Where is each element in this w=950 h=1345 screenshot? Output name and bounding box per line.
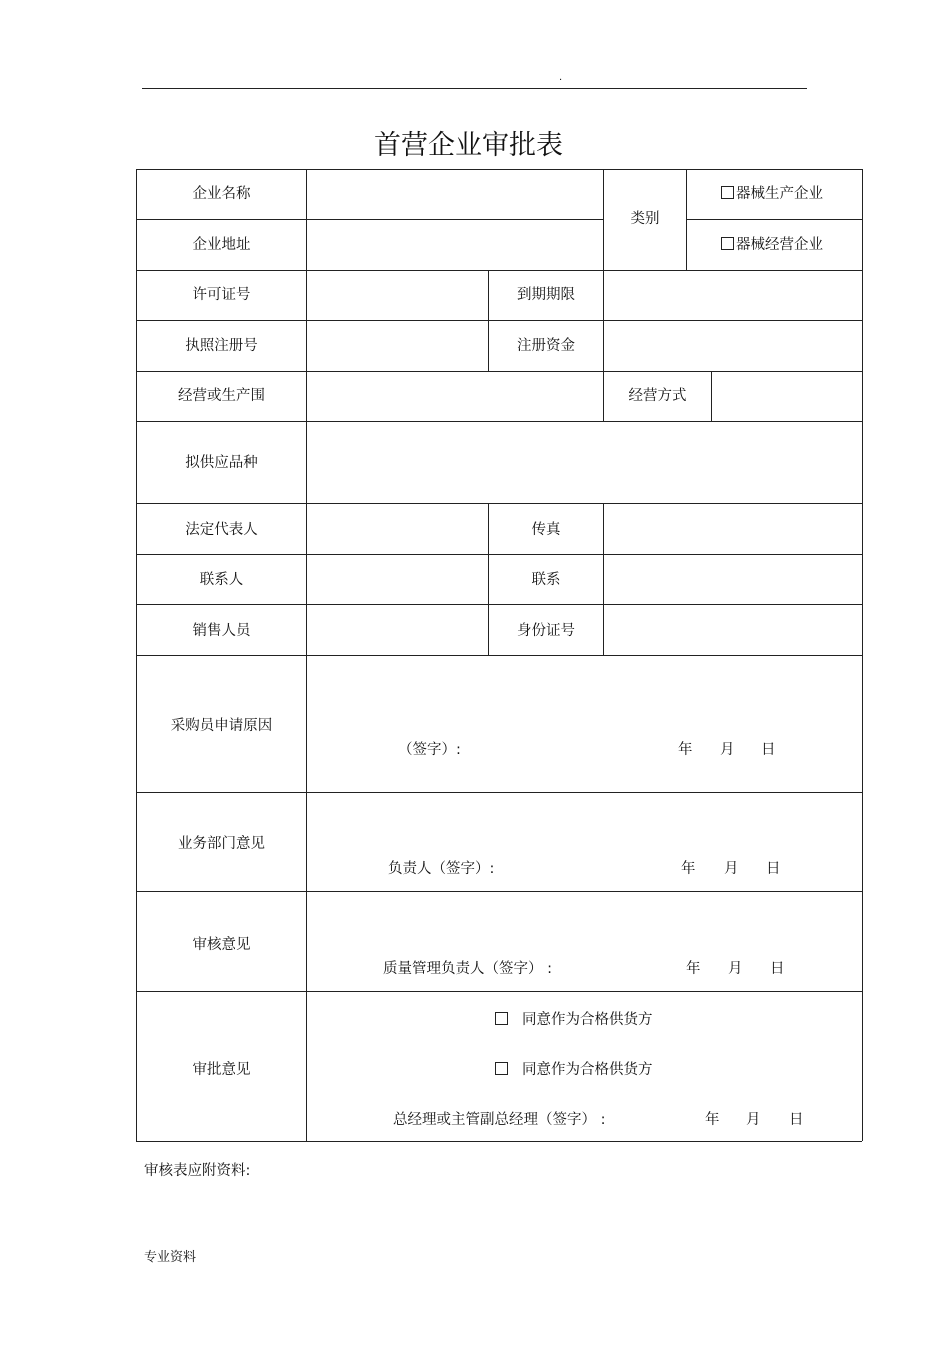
row-line xyxy=(136,371,862,372)
label-contact: 联系 xyxy=(531,572,561,588)
row-line xyxy=(136,891,862,892)
date-month: 月 xyxy=(724,861,739,877)
row-line xyxy=(136,604,862,605)
label-business-mode: 经营方式 xyxy=(628,388,687,404)
date-month: 月 xyxy=(720,742,735,758)
label-contact-person: 联系人 xyxy=(199,572,244,588)
table-border-top xyxy=(136,169,862,170)
business-dept-sign: 负责人（签字）: xyxy=(388,861,495,877)
approval-sign: 总经理或主管副总经理（签字） : xyxy=(393,1112,606,1128)
date-day: 日 xyxy=(770,961,785,977)
row-line xyxy=(136,503,862,504)
date-day: 日 xyxy=(789,1112,804,1128)
row-line xyxy=(136,554,862,555)
date-month: 月 xyxy=(746,1112,761,1128)
table-border-bottom xyxy=(136,1141,862,1142)
row-line xyxy=(686,219,862,220)
row-line xyxy=(136,320,862,321)
label-review: 审核意见 xyxy=(192,937,251,953)
col-line xyxy=(603,270,604,371)
label-business-scope: 经营或生产围 xyxy=(178,388,265,404)
label-legal-rep: 法定代表人 xyxy=(185,522,258,538)
header-dot: . xyxy=(559,72,563,83)
date-year: 年 xyxy=(705,1112,720,1128)
label-company-address: 企业地址 xyxy=(192,237,251,253)
col-line xyxy=(603,503,604,655)
label-supply-varieties: 拟供应品种 xyxy=(185,455,258,471)
col-line xyxy=(711,371,712,421)
purchase-sign: （签字）: xyxy=(398,742,461,758)
row-line xyxy=(136,270,862,271)
label-business-dept: 业务部门意见 xyxy=(178,836,265,852)
option-distributor[interactable]: 器械经营企业 xyxy=(721,236,823,254)
date-day: 日 xyxy=(766,861,781,877)
label-fax: 传真 xyxy=(531,522,561,538)
footer-watermark: 专业资料 xyxy=(144,1250,197,1265)
review-sign: 质量管理负责人（签字） : xyxy=(383,961,552,977)
label-business-license-no: 执照注册号 xyxy=(185,338,258,354)
date-day: 日 xyxy=(761,742,776,758)
label-id-no: 身份证号 xyxy=(517,623,575,639)
option-manufacturer[interactable]: 器械生产企业 xyxy=(721,185,823,203)
approval-option-2[interactable]: 同意作为合格供货方 xyxy=(495,1061,653,1079)
label-sales-person: 销售人员 xyxy=(192,623,251,639)
col-line xyxy=(686,169,687,270)
date-year: 年 xyxy=(686,961,701,977)
label-company-name: 企业名称 xyxy=(192,186,251,202)
row-line xyxy=(136,991,862,992)
label-expiry: 到期期限 xyxy=(517,287,575,303)
label-registered-capital: 注册资金 xyxy=(517,338,575,354)
row-line xyxy=(136,219,604,220)
row-line xyxy=(136,655,862,656)
label-category: 类别 xyxy=(630,211,660,227)
checkbox-icon[interactable] xyxy=(721,186,734,199)
label-purchase-reason: 采购员申请原因 xyxy=(170,718,273,734)
col-line xyxy=(306,169,307,1141)
checkbox-icon[interactable] xyxy=(495,1012,508,1025)
document-title: 首营企业审批表 xyxy=(374,130,563,161)
attachments-note: 审核表应附资料: xyxy=(144,1163,251,1179)
label-approval: 审批意见 xyxy=(192,1062,251,1078)
row-line xyxy=(136,421,862,422)
date-year: 年 xyxy=(681,861,696,877)
date-year: 年 xyxy=(678,742,693,758)
label-license-no: 许可证号 xyxy=(192,287,251,303)
row-line xyxy=(136,792,862,793)
date-month: 月 xyxy=(728,961,743,977)
table-border-right xyxy=(862,169,863,1141)
approval-option-1[interactable]: 同意作为合格供货方 xyxy=(495,1011,653,1029)
checkbox-icon[interactable] xyxy=(495,1062,508,1075)
header-rule xyxy=(142,88,807,89)
checkbox-icon[interactable] xyxy=(721,237,734,250)
